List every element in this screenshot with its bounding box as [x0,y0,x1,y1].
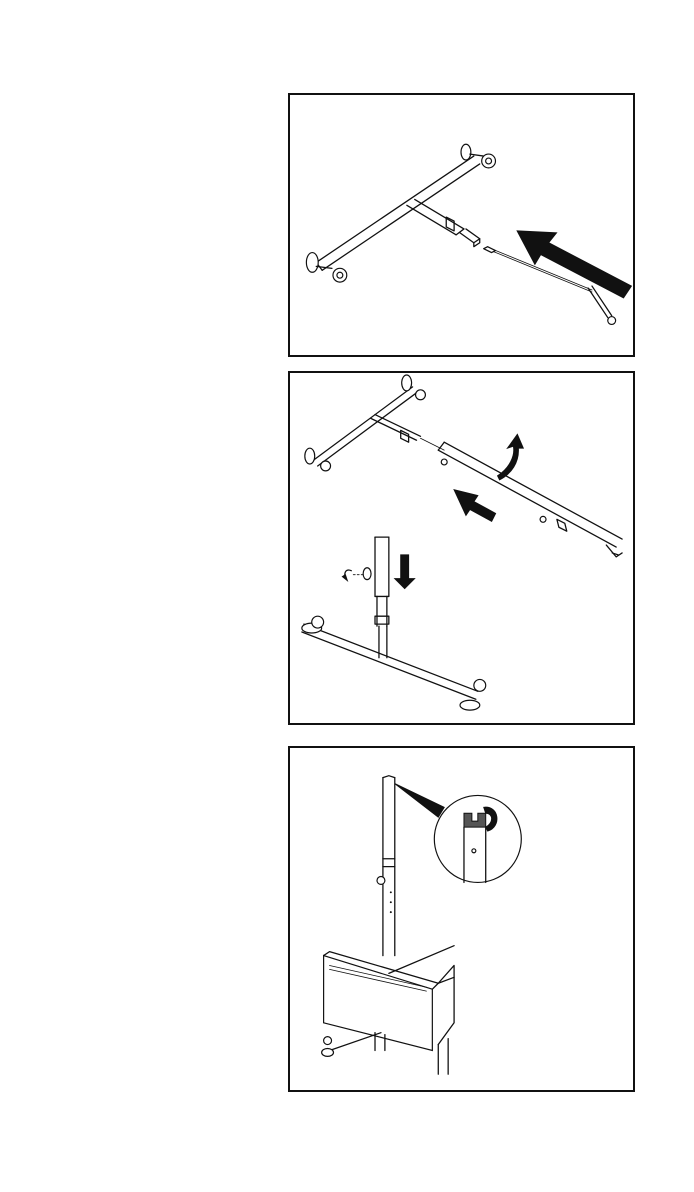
figure-1-illustration [290,95,633,355]
rotate-arrow-icon [498,434,524,479]
knob [342,568,371,581]
figure-3-pole-at-bed [288,746,635,1092]
arrow-icon [517,231,631,298]
upper-base-frame [305,375,444,471]
figure-3-illustration [290,748,633,1090]
lower-base-frame [302,596,486,710]
bed [322,946,454,1074]
figure-1-base-rod-insertion [288,93,635,357]
arrow-icon [395,555,415,589]
figure-2-upright-mounting [288,371,635,725]
figure-2-illustration [290,373,633,723]
arrow-icon [454,490,496,522]
base-bar [316,156,479,270]
magnifier-callout-icon [395,784,522,883]
trapeze-pole [377,776,395,956]
upright-tube [375,537,389,596]
